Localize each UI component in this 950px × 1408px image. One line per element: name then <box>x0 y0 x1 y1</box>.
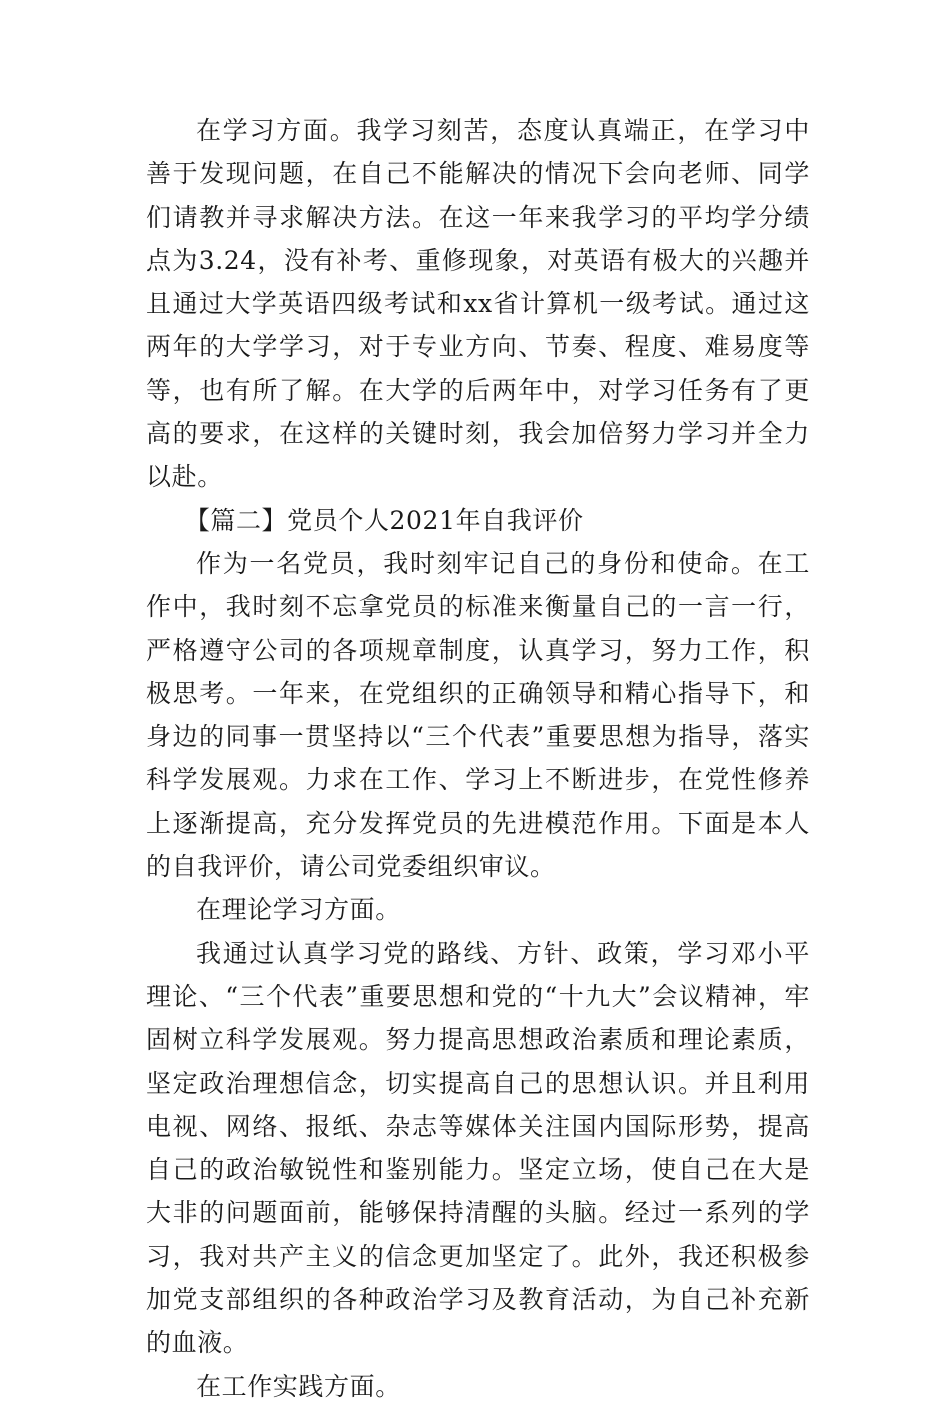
paragraph-study-aspect: 在学习方面。我学习刻苦，态度认真端正，在学习中善于发现问题，在自己不能解决的情况下会向老师、同学们请教并寻求解决方法。在这一年来我学习的平均学分绩点为3.24，没有补考、重修现象，对英语有极大的兴趣并且通过大学英语四级考试和xx省计算机一级考试。通过这两年的大学学习，对于专业方向、节奏、程度、难易度等等，也有所了解。在大学的后两年中，对学习任务有了更高的要求，在这样的关键时刻，我会加倍努力学习并全力以赴。 <box>146 116 810 492</box>
paragraph-theory-study-heading: 在理论学习方面。 <box>196 895 401 925</box>
section-heading-part-two: 【篇二】党员个人2021年自我评价 <box>184 505 584 535</box>
paragraph-party-member-intro: 作为一名党员，我时刻牢记自己的身份和使命。在工作中，我时刻不忘拿党员的标准来衡量自己的一言一行，严格遵守公司的各项规章制度，认真学习，努力工作，积极思考。一年来，在党组织的正确领导和精心指导下，和身边的同事一贯坚持以“三个代表”重要思想为指导，落实科学发展观。力求在工作、学习上不断进步，在党性修养上逐渐提高，充分发挥党员的先进模范作用。下面是本人的自我评价，请公司党委组织审议。 <box>146 548 810 882</box>
paragraph-theory-study-body: 我通过认真学习党的路线、方针、政策，学习邓小平理论、“三个代表”重要思想和党的“十九大”会议精神，牢固树立科学发展观。努力提高思想政治素质和理论素质，坚定政治理想信念，切实提高自己的思想认识。并且利用电视、网络、报纸、杂志等媒体关注国内国际形势，提高自己的政治敏锐性和鉴别能力。坚定立场，使自己在大是大非的问题面前，能够保持清醒的头脑。经过一系列的学习，我对共产主义的信念更加坚定了。此外，我还积极参加党支部组织的各种政治学习及教育活动，为自己补充新的血液。 <box>146 938 810 1358</box>
paragraph-work-practice-heading: 在工作实践方面。 <box>196 1371 401 1401</box>
document-body <box>146 109 810 1408</box>
